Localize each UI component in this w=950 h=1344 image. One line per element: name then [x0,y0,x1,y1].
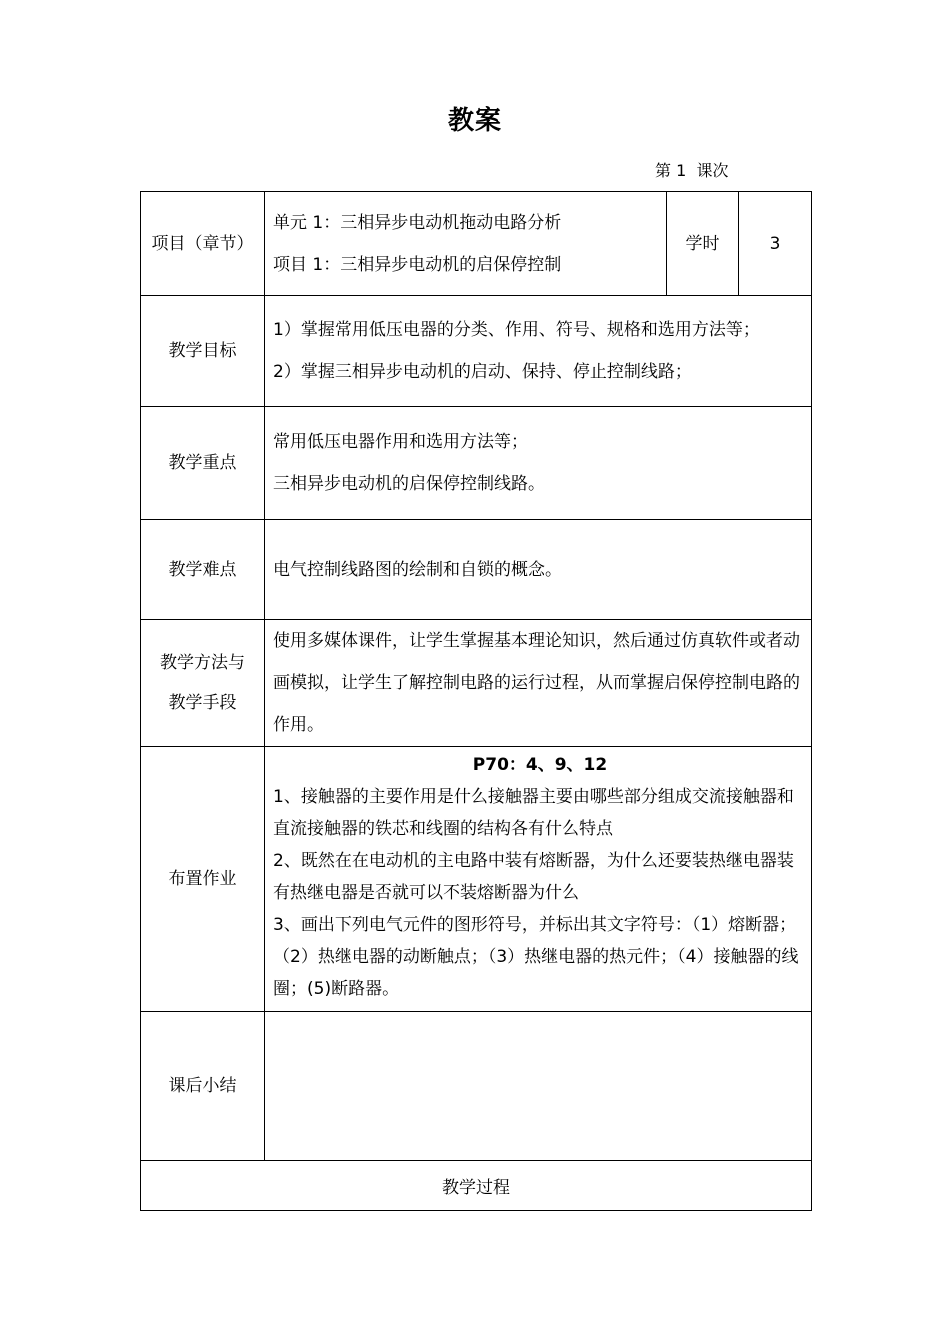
row-homework [141,747,812,1012]
difficulties-content [265,520,812,620]
row-objectives [141,296,812,407]
methods-label [141,620,265,747]
row-process [141,1161,812,1211]
lesson-plan-table [140,191,812,1211]
homework-page-reference: P70：4、9、12 [472,755,608,775]
row-project [141,192,812,296]
homework-content [265,747,812,1012]
homework-item: 1、接触器的主要作用是什么接触器主要由哪些部分组成交流接触器和直流接触器的铁芯和线圈的结构各有什么特点 [273,787,794,839]
document-title: 教案 [447,106,502,136]
homework-label: 布置作业 [141,747,265,1012]
row-summary [141,1012,812,1161]
row-key-points [141,407,812,520]
summary-label: 课后小结 [141,1012,265,1161]
key-point-item: 三相异步电动机的启保停控制线路。 [273,474,545,494]
objectives-label: 教学目标 [141,296,265,407]
difficulties-label: 教学难点 [141,520,265,620]
hours-label: 学时 [667,192,739,296]
project-unit-line: 单元 1：三相异步电动机拖动电路分析 [273,212,562,233]
difficulties-text: 电气控制线路图的绘制和自锁的概念。 [273,559,562,580]
objective-item: 2）掌握三相异步电动机的启动、保持、停止控制线路； [273,362,692,382]
project-content [265,192,667,296]
row-methods [141,620,812,747]
objective-item: 1）掌握常用低压电器的分类、作用、符号、规格和选用方法等； [273,320,760,340]
homework-item: 2、既然在在电动机的主电路中装有熔断器，为什么还要装热继电器装有热继电器是否就可以不装熔断器为什么 [273,851,794,903]
methods-label-line2: 教学手段 [168,693,237,713]
row-difficulties [141,520,812,620]
project-label: 项目（章节） [141,192,265,296]
methods-text: 使用多媒体课件，让学生掌握基本理论知识，然后通过仿真软件或者动画模拟，让学生了解控制电路的运行过程，从而掌握启保停控制电路的作用。 [273,631,800,735]
key-points-label: 教学重点 [141,407,265,520]
process-label: 教学过程 [141,1161,812,1211]
methods-content [265,620,812,747]
key-point-item: 常用低压电器作用和选用方法等； [273,432,528,452]
methods-label-line1: 教学方法与 [160,653,245,673]
project-item-line: 项目 1：三相异步电动机的启保停控制 [273,254,562,275]
homework-item: 3、画出下列电气元件的图形符号，并标出其文字符号：（1）熔断器；（2）热继电器的动断触点；（3）热继电器的热元件；（4）接触器的线圈；(5)断路器。 [273,915,799,999]
hours-value: 3 [739,192,812,296]
summary-content [265,1012,812,1161]
objectives-content [265,296,812,407]
lesson-number: 第 1 课次 [655,161,729,180]
key-points-content [265,407,812,520]
